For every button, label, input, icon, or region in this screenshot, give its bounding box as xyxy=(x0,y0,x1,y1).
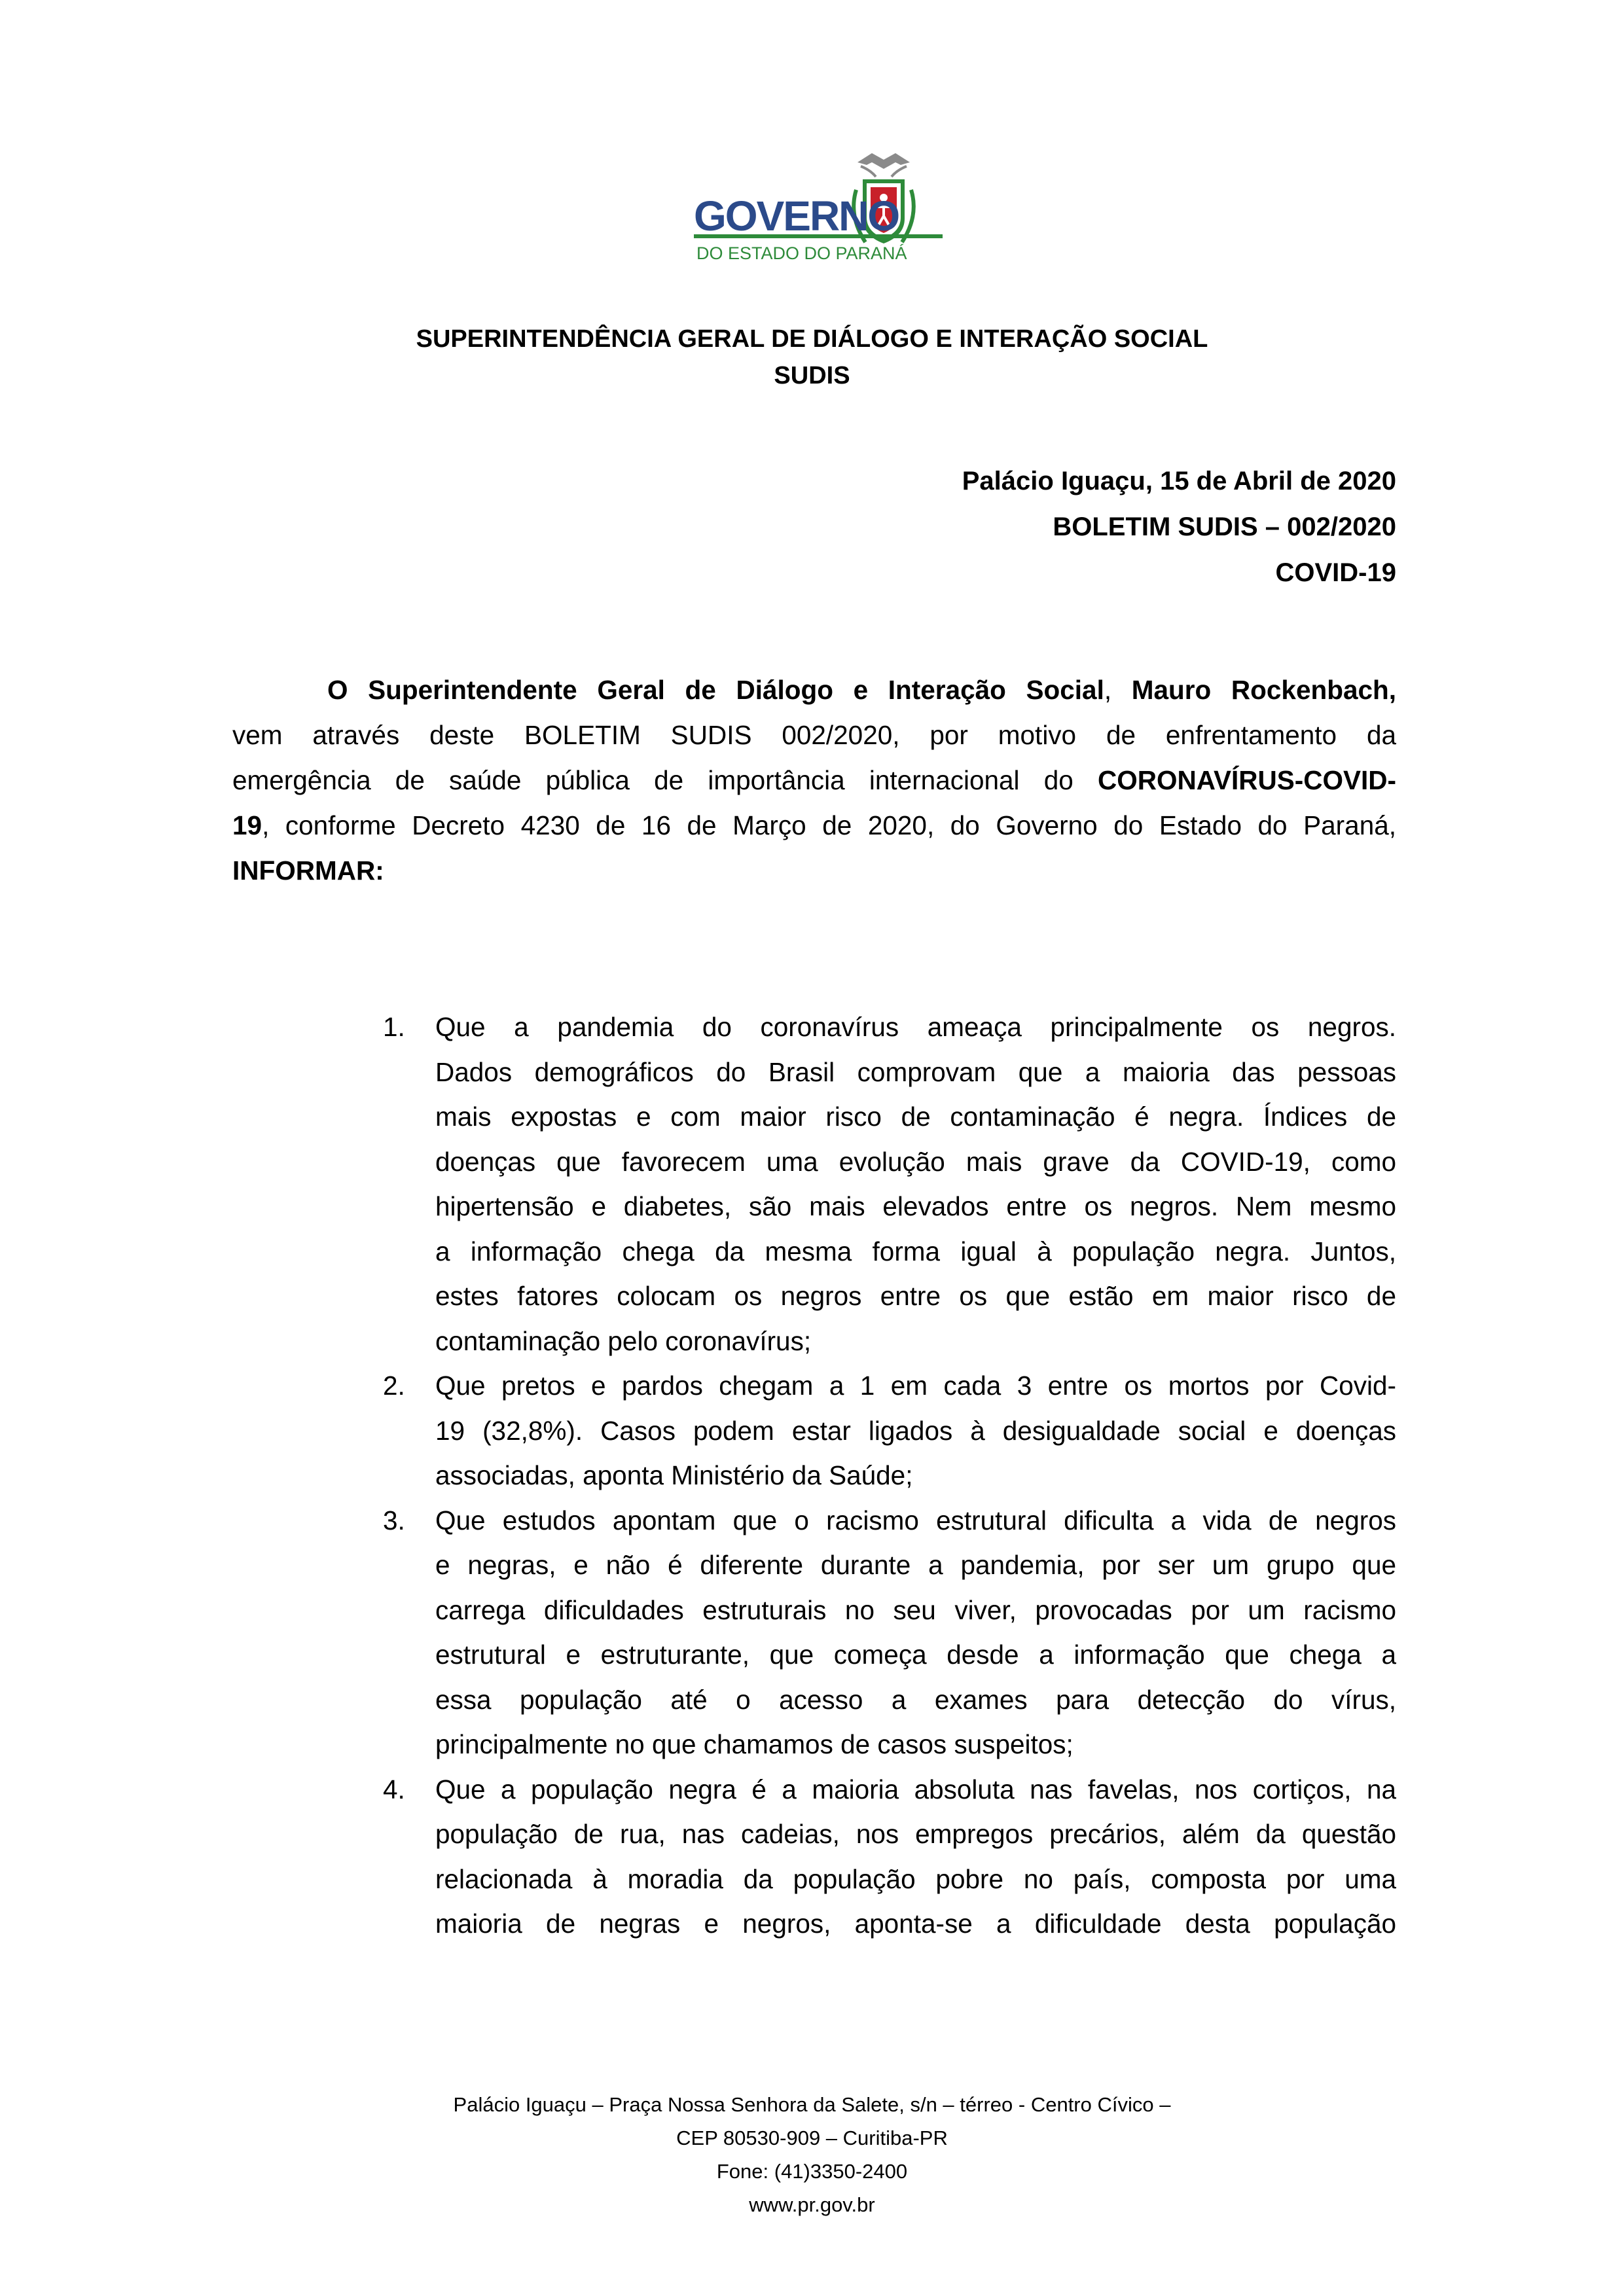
place-date: Palácio Iguaçu, 15 de Abril de 2020 xyxy=(962,467,1396,495)
dateline xyxy=(962,458,1396,596)
list-item-line: essa população até o acesso a exames para detecção do vírus, xyxy=(435,1684,1396,1715)
list-item-line: principalmente no que chamamos de casos suspeitos; xyxy=(435,1729,1074,1759)
list-item-line: Que a pandemia do coronavírus ameaça principalmente os negros. xyxy=(435,1012,1396,1042)
list-item-line: estrutural e estruturante, que começa desde a informação que chega a xyxy=(435,1640,1396,1670)
list-item-line: Que pretos e pardos chegam a 1 em cada 3 entre os mortos por Covid- xyxy=(435,1371,1396,1401)
list-item-line: 19 (32,8%). Casos podem estar ligados à desigualdade social e doenças xyxy=(435,1415,1396,1446)
author-title: O Superintendente Geral de Diálogo e Interação Social xyxy=(327,675,1104,705)
list-item-line: população de rua, nas cadeias, nos empregos precários, além da questão xyxy=(435,1819,1396,1849)
list-item-line: estes fatores colocam os negros entre os que estão em maior risco de xyxy=(435,1281,1396,1311)
list-item-line: associadas, aponta Ministério da Saúde; xyxy=(435,1460,913,1490)
bulletin-number: BOLETIM SUDIS – 002/2020 xyxy=(1053,512,1396,541)
footer-cep: CEP 80530-909 – Curitiba-PR xyxy=(676,2126,948,2149)
list-item-number: 1. xyxy=(383,1012,405,1042)
list-item-number: 4. xyxy=(383,1774,405,1804)
list-item xyxy=(383,1498,1396,1767)
list-item-line: contaminação pelo coronavírus; xyxy=(435,1325,812,1356)
list-item xyxy=(383,1363,1396,1498)
logo-subline: DO ESTADO DO PARANÁ xyxy=(696,243,907,263)
header-line-1: SUPERINTENDÊNCIA GERAL DE DIÁLOGO E INTERAÇÃO SOCIAL xyxy=(416,325,1208,353)
intro-line: emergência de saúde pública de importância internacional do CORONAVÍRUS-COVID- xyxy=(232,765,1396,795)
list-item-line: hipertensão e diabetes, são mais elevados entre os negros. Nem mesmo xyxy=(435,1191,1396,1221)
list-item-line: e negras, e não é diferente durante a pandemia, por ser um grupo que xyxy=(435,1550,1396,1580)
intro-paragraph xyxy=(232,668,1396,893)
list-item-line: Que estudos apontam que o racismo estrutural dificulta a vida de negros xyxy=(435,1505,1396,1535)
list-item-number: 3. xyxy=(383,1505,405,1535)
list-item-line: a informação chega da mesma forma igual à população negra. Juntos, xyxy=(435,1236,1396,1266)
list-item-number: 2. xyxy=(383,1371,405,1401)
list-item xyxy=(383,1767,1396,1946)
footer-website: www.pr.gov.br xyxy=(749,2193,875,2216)
intro-line: 19, conforme Decreto 4230 de 16 de Março de 2020, do Governo do Estado do Paraná, xyxy=(232,810,1396,840)
list-item-line: maioria de negras e negros, aponta-se a dificuldade desta população xyxy=(435,1909,1396,1939)
page-footer xyxy=(0,2088,1624,2221)
numbered-list xyxy=(383,1005,1396,1946)
government-logo xyxy=(694,151,943,268)
footer-address: Palácio Iguaçu – Praça Nossa Senhora da Salete, s/n – térreo - Centro Cívico – xyxy=(453,2093,1171,2116)
list-item-line: relacionada à moradia da população pobre no país, composta por uma xyxy=(435,1863,1396,1894)
list-item-line: Que a população negra é a maioria absoluta nas favelas, nos cortiços, na xyxy=(435,1774,1396,1804)
bulletin-subject: COVID-19 xyxy=(1275,558,1396,587)
list-item xyxy=(383,1005,1396,1363)
list-item-line: mais expostas e com maior risco de contaminação é negra. Índices de xyxy=(435,1102,1396,1132)
list-item-line: Dados demográficos do Brasil comprovam que a maioria das pessoas xyxy=(435,1056,1396,1087)
header-line-2: SUDIS xyxy=(774,362,850,389)
list-item-line: carrega dificuldades estruturais no seu viver, provocadas por um racismo xyxy=(435,1594,1396,1625)
author-name: Mauro Rockenbach, xyxy=(1131,675,1396,705)
organization-header xyxy=(0,321,1624,394)
intro-line: O Superintendente Geral de Diálogo e Interação Social, Mauro Rockenbach, xyxy=(327,675,1396,705)
intro-line: vem através deste BOLETIM SUDIS 002/2020, por motivo de enfrentamento da xyxy=(232,720,1396,750)
logo-wordmark: GOVERNO xyxy=(694,192,899,240)
list-item-line: doenças que favorecem uma evolução mais grave da COVID-19, como xyxy=(435,1146,1396,1177)
footer-phone: Fone: (41)3350-2400 xyxy=(716,2160,908,2183)
intro-informar: INFORMAR: xyxy=(232,855,384,886)
